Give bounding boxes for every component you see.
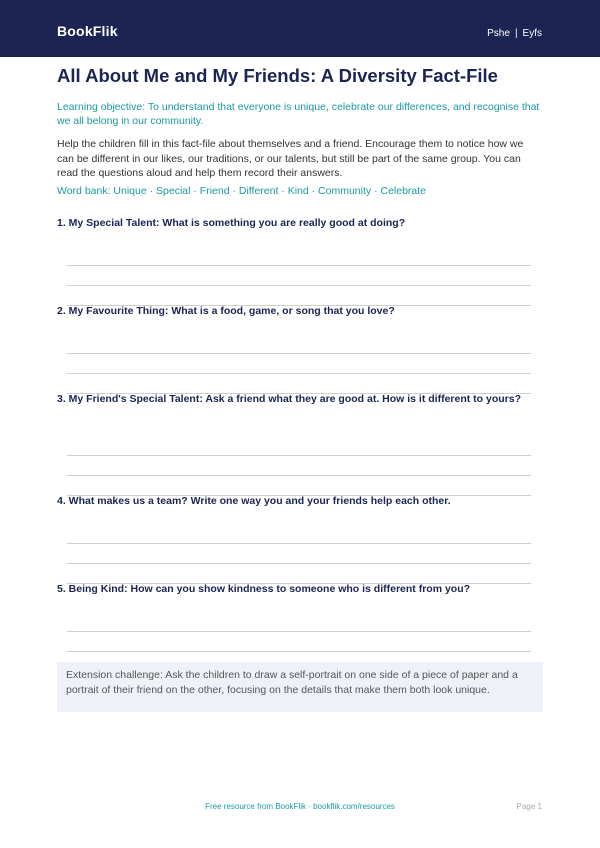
answer-line[interactable] [67, 475, 531, 476]
answer-line[interactable] [67, 353, 531, 354]
question-5: 5. Being Kind: How can you show kindness to someone who is different from you? [57, 583, 471, 595]
question-1: 1. My Special Talent: What is something you are really good at doing? [57, 217, 406, 229]
breadcrumb [487, 28, 542, 39]
answer-line[interactable] [67, 265, 531, 266]
answer-line[interactable] [67, 563, 531, 564]
site-header [0, 0, 600, 57]
answer-line[interactable] [67, 651, 531, 652]
breadcrumb-level[interactable]: Eyfs [522, 28, 542, 39]
question-4: 4. What makes us a team? Write one way you and your friends help each other. [57, 495, 451, 507]
answer-line[interactable] [67, 543, 531, 544]
brand-logo[interactable]: BookFlik [57, 23, 118, 39]
answer-line[interactable] [67, 455, 531, 456]
question-2: 2. My Favourite Thing: What is a food, game, or song that you love? [57, 305, 395, 317]
page-number: Page 1 [516, 802, 542, 811]
learning-objective: Learning objective: To understand that everyone is unique, celebrate our differences, and recognise that we all belong in our community. [57, 101, 540, 127]
question-3: 3. My Friend's Special Talent: Ask a friend what they are good at. How is it different to yours? [57, 393, 521, 405]
page-title: All About Me and My Friends: A Diversity Fact-File [57, 65, 498, 86]
answer-line[interactable] [67, 285, 531, 286]
answer-line[interactable] [67, 631, 531, 632]
intro-text: Help the children fill in this fact-file about themselves and a friend. Encourage them to notice how we can be different in our likes, our traditions, or our talents, but still be part of the same group. You can read the questions aloud and help them record their answers. [57, 138, 524, 179]
footer-resource-link[interactable]: Free resource from BookFlik · bookflik.com/resources [205, 802, 395, 811]
extension-challenge: Extension challenge: Ask the children to draw a self-portrait on one side of a piece of paper and a portrait of their friend on the other, focusing on the details that make them both look unique. [57, 662, 543, 712]
word-bank: Word bank: Unique · Special · Friend · Different · Kind · Community · Celebrate [57, 185, 427, 197]
breadcrumb-separator: | [514, 28, 518, 39]
breadcrumb-subject[interactable]: Pshe [487, 28, 510, 39]
answer-line[interactable] [67, 373, 531, 374]
